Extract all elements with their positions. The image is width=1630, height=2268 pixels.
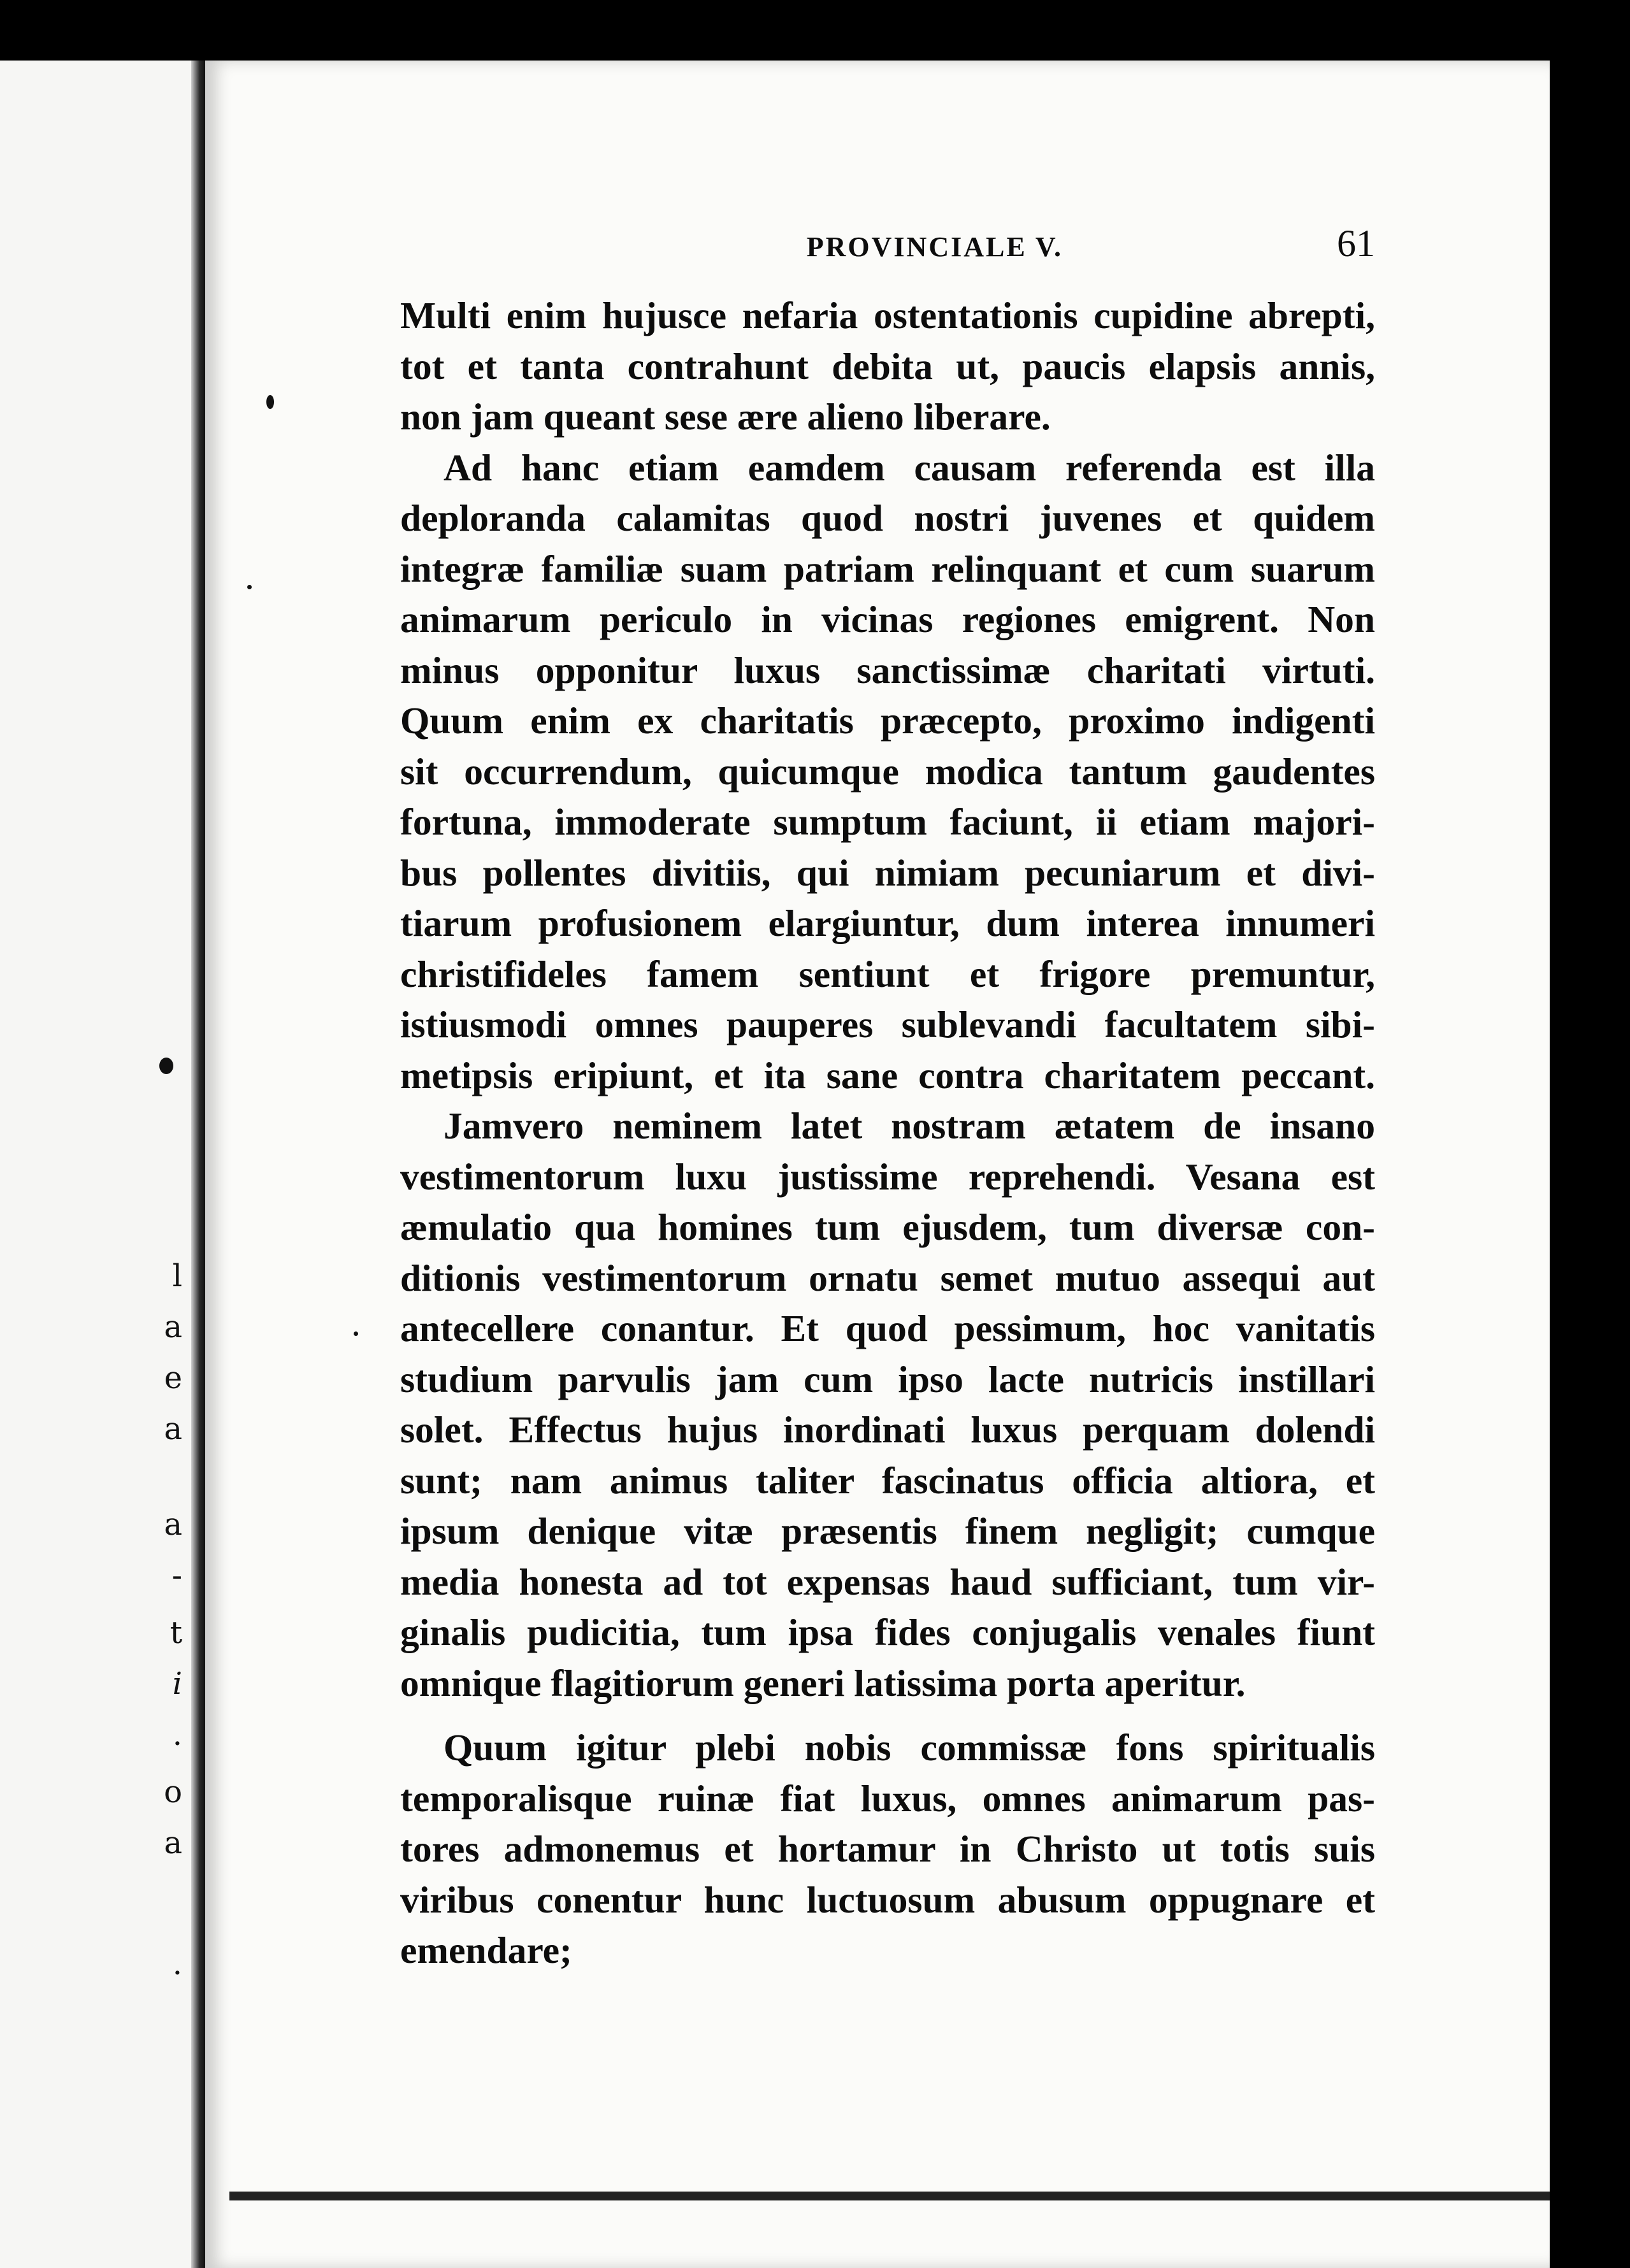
facing-page-margin-letters <box>0 61 191 2268</box>
ink-speck <box>247 585 252 589</box>
text-line: sunt; nam animus taliter fascinatus officia altiora, et <box>400 1459 1375 1502</box>
page-text <box>400 222 1375 1976</box>
running-head <box>400 222 1375 291</box>
paragraph-1 <box>400 291 1375 443</box>
text-line: integræ familiæ suam patriam relinquant et cum suarum <box>400 547 1375 590</box>
margin-fragment: a <box>164 1411 182 1447</box>
text-line: bus pollentes divitiis, qui nimiam pecuniarum et divi- <box>400 851 1375 894</box>
text-line: fortuna, immoderate sumptum faciunt, ii etiam majori- <box>400 801 1375 843</box>
margin-fragment: e <box>164 1360 182 1396</box>
paragraph-3 <box>400 1101 1375 1709</box>
text-line: antecellere conantur. Et quod pessimum, hoc vanitatis <box>400 1307 1375 1349</box>
text-line: deploranda calamitas quod nostri juvenes et quidem <box>400 497 1375 539</box>
ink-speck <box>266 395 274 409</box>
text-line: non jam queant sese ære alieno liberare. <box>400 396 1051 438</box>
ink-speck <box>159 1058 173 1074</box>
book-gutter <box>191 61 205 2268</box>
text-line: minus opponitur luxus sanctissimæ charitati virtuti. <box>400 649 1375 691</box>
text-line: vestimentorum luxu justissime reprehendi. Vesana est <box>400 1155 1375 1198</box>
margin-fragment: . <box>172 1946 182 1982</box>
text-line: ginalis pudicitia, tum ipsa fides conjugalis venales fiunt <box>400 1611 1375 1653</box>
text-line: tiarum profusionem elargiuntur, dum interea innumeri <box>400 902 1375 944</box>
margin-fragment: l <box>172 1258 182 1294</box>
text-line: tores admonemus et hortamur in Christo ut totis suis <box>400 1828 1375 1870</box>
text-line: temporalisque ruinæ fiat luxus, omnes animarum pas- <box>400 1777 1375 1819</box>
text-line: ditionis vestimentorum ornatu semet mutuo assequi aut <box>400 1256 1375 1299</box>
text-line: æmulatio qua homines tum ejusdem, tum diversæ con- <box>400 1206 1375 1248</box>
paragraph-2 <box>400 443 1375 1102</box>
text-line: Quum enim ex charitatis præcepto, proximo indigenti <box>400 700 1375 742</box>
ink-speck <box>354 1331 358 1336</box>
text-line: media honesta ad tot expensas haud sufficiant, tum vir- <box>400 1560 1375 1603</box>
scan-border <box>1550 38 1630 2268</box>
margin-fragment: . <box>172 1717 182 1753</box>
running-head-title: PROVINCIALE V. <box>806 231 1063 262</box>
text-line: Multi enim hujusce nefaria ostentationis cupidine abrepti, <box>400 294 1375 336</box>
text-line: emendare; <box>400 1929 572 1971</box>
margin-fragment: a <box>164 1309 182 1345</box>
text-line: omnique flagitiorum generi latissima porta aperitur. <box>400 1662 1246 1704</box>
margin-fragment: a <box>164 1507 182 1542</box>
text-line: Ad hanc etiam eamdem causam referenda est illa <box>444 446 1375 489</box>
margin-fragment: o <box>164 1774 182 1810</box>
text-line: ipsum denique vitæ præsentis finem negligit; cumque <box>400 1510 1375 1552</box>
text-line: metipsis eripiunt, et ita sane contra charitatem peccant. <box>400 1054 1375 1096</box>
margin-fragment: i <box>172 1666 182 1702</box>
text-line: viribus conentur hunc luctuosum abusum oppugnare et <box>400 1878 1375 1921</box>
text-line: sit occurrendum, quicumque modica tantum gaudentes <box>400 750 1375 793</box>
page-bottom-edge <box>229 2192 1550 2200</box>
paragraph-4 <box>400 1723 1375 1976</box>
page-number: 61 <box>1337 222 1375 264</box>
text-line: istiusmodi omnes pauperes sublevandi facultatem sibi- <box>400 1003 1375 1045</box>
text-line: tot et tanta contrahunt debita ut, paucis elapsis annis, <box>400 345 1375 387</box>
margin-fragment: - <box>171 1558 182 1593</box>
text-line: Jamvero neminem latet nostram ætatem de insano <box>444 1105 1375 1147</box>
text-line: animarum periculo in vicinas regiones emigrent. Non <box>400 598 1375 640</box>
margin-fragment: t <box>169 1615 182 1651</box>
text-line: christifideles famem sentiunt et frigore premuntur, <box>400 952 1375 995</box>
text-line: solet. Effectus hujus inordinati luxus perquam dolendi <box>400 1409 1375 1451</box>
margin-fragment: a <box>164 1825 182 1861</box>
text-line: Quum igitur plebi nobis commissæ fons spiritualis <box>444 1726 1375 1769</box>
text-line: studium parvulis jam cum ipso lacte nutricis instillari <box>400 1358 1375 1400</box>
